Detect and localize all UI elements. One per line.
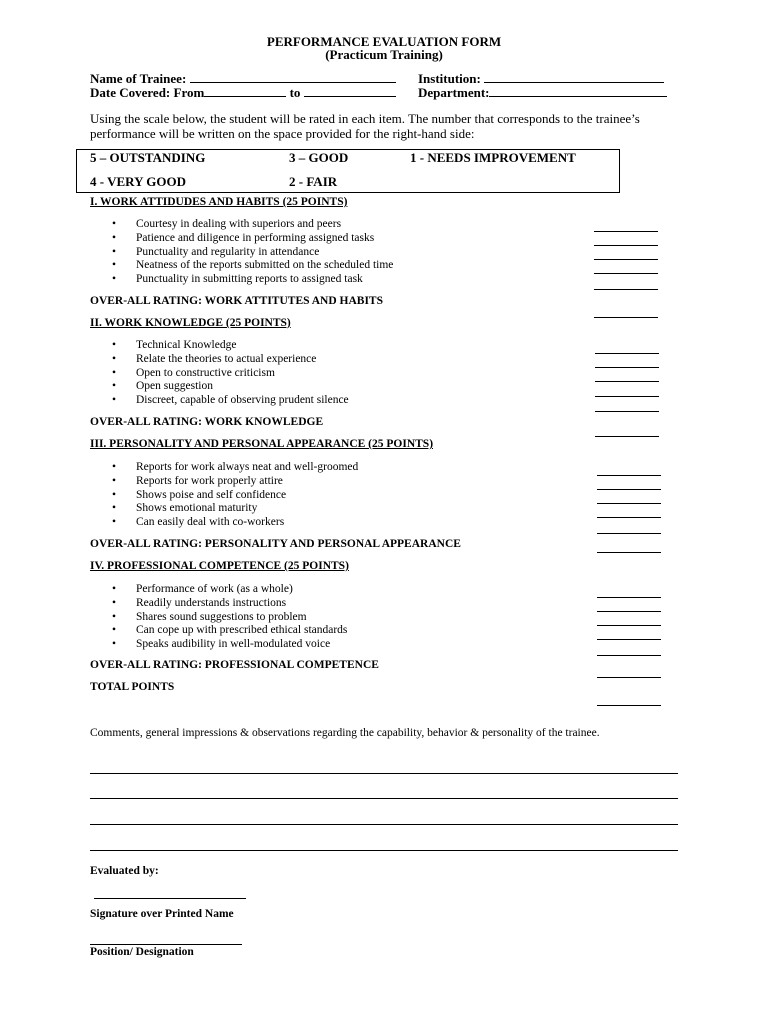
list-item: • Reports for work always neat and well-groomed bbox=[112, 461, 358, 475]
signature-line[interactable] bbox=[94, 898, 246, 899]
list-item: • Discreet, capable of observing prudent silence bbox=[112, 394, 349, 408]
section-items bbox=[112, 461, 358, 530]
date-covered-field bbox=[90, 85, 396, 101]
trainee-name-label: Name of Trainee: bbox=[90, 71, 187, 86]
department-label: Department: bbox=[418, 85, 490, 100]
section-heading: IV. PROFESSIONAL COMPETENCE (25 POINTS) bbox=[90, 560, 349, 572]
list-item: • Shows poise and self confidence bbox=[112, 489, 358, 503]
institution-label: Institution: bbox=[418, 71, 481, 86]
rating-blank[interactable] bbox=[595, 411, 659, 412]
section-heading: III. PERSONALITY AND PERSONAL APPEARANCE (25 POINTS) bbox=[90, 438, 434, 450]
list-item: • Readily understands instructions bbox=[112, 597, 347, 611]
overall-rating-label: OVER-ALL RATING: WORK ATTITUTES AND HABITS bbox=[90, 295, 383, 307]
section-items bbox=[112, 583, 347, 652]
total-points-label: TOTAL POINTS bbox=[90, 681, 175, 693]
rating-blank[interactable] bbox=[597, 503, 661, 504]
rating-blank[interactable] bbox=[597, 639, 661, 640]
rating-blank[interactable] bbox=[597, 517, 661, 518]
rating-blank[interactable] bbox=[597, 597, 661, 598]
signature-label: Signature over Printed Name bbox=[90, 908, 234, 920]
rating-blank[interactable] bbox=[594, 259, 658, 260]
list-item: • Can easily deal with co-workers bbox=[112, 516, 358, 530]
list-item: • Open to constructive criticism bbox=[112, 367, 349, 381]
rating-blank[interactable] bbox=[594, 231, 658, 232]
scale-good: 3 – GOOD bbox=[289, 150, 349, 165]
rating-blank[interactable] bbox=[597, 655, 661, 656]
list-item: • Open suggestion bbox=[112, 380, 349, 394]
overall-rating-label: OVER-ALL RATING: WORK KNOWLEDGE bbox=[90, 416, 324, 428]
comments-label: Comments, general impressions & observations regarding the capability, behavior & personality of the trainee. bbox=[90, 727, 600, 739]
list-item: • Shows emotional maturity bbox=[112, 502, 358, 516]
rating-blank[interactable] bbox=[597, 489, 661, 490]
rating-blank[interactable] bbox=[595, 381, 659, 382]
position-line[interactable] bbox=[90, 944, 242, 945]
comment-line[interactable] bbox=[90, 798, 678, 799]
overall-rating-blank[interactable] bbox=[597, 552, 661, 553]
rating-blank[interactable] bbox=[595, 396, 659, 397]
overall-rating-label: OVER-ALL RATING: PERSONALITY AND PERSONAL APPEARANCE bbox=[90, 538, 461, 550]
form-subtitle: (Practicum Training) bbox=[325, 47, 443, 62]
overall-rating-blank[interactable] bbox=[594, 317, 658, 318]
overall-rating-label: OVER-ALL RATING: PROFESSIONAL COMPETENCE bbox=[90, 659, 379, 671]
rating-blank[interactable] bbox=[597, 625, 661, 626]
section-heading: I. WORK ATTIDUDES AND HABITS (25 POINTS) bbox=[90, 196, 348, 208]
section-items bbox=[112, 218, 393, 287]
scale-needs-improvement: 1 - NEEDS IMPROVEMENT bbox=[410, 150, 576, 165]
list-item: • Punctuality in submitting reports to assigned task bbox=[112, 273, 393, 287]
list-item: • Speaks audibility in well-modulated voice bbox=[112, 638, 347, 652]
comment-line[interactable] bbox=[90, 824, 678, 825]
section-heading: II. WORK KNOWLEDGE (25 POINTS) bbox=[90, 317, 291, 329]
comment-line[interactable] bbox=[90, 773, 678, 774]
rating-blank[interactable] bbox=[594, 273, 658, 274]
list-item: • Patience and diligence in performing assigned tasks bbox=[112, 232, 393, 246]
list-item: • Technical Knowledge bbox=[112, 339, 349, 353]
overall-rating-blank[interactable] bbox=[597, 677, 661, 678]
date-to-label: to bbox=[289, 85, 301, 100]
list-item: • Courtesy in dealing with superiors and peers bbox=[112, 218, 393, 232]
list-item: • Can cope up with prescribed ethical standards bbox=[112, 624, 347, 638]
scale-very-good: 4 - VERY GOOD bbox=[90, 174, 186, 189]
rating-blank[interactable] bbox=[595, 367, 659, 368]
institution-blank[interactable] bbox=[484, 71, 664, 83]
department-blank[interactable] bbox=[489, 85, 667, 97]
rating-blank[interactable] bbox=[597, 611, 661, 612]
date-to-blank[interactable] bbox=[304, 85, 396, 97]
scale-fair: 2 - FAIR bbox=[289, 174, 338, 189]
list-item: • Reports for work properly attire bbox=[112, 475, 358, 489]
list-item: • Punctuality and regularity in attendance bbox=[112, 246, 393, 260]
date-from-label: Date Covered: From bbox=[90, 85, 205, 100]
department-field bbox=[418, 85, 667, 101]
date-from-blank[interactable] bbox=[204, 85, 286, 97]
form-title: PERFORMANCE EVALUATION FORM bbox=[266, 34, 502, 49]
list-item: • Shares sound suggestions to problem bbox=[112, 611, 347, 625]
overall-rating-blank[interactable] bbox=[595, 436, 659, 437]
trainee-name-blank[interactable] bbox=[190, 71, 396, 83]
instructions-text: Using the scale below, the student will be rated in each item. The number that corresponds to the trainee’s performance will be written on the space provided for the right-hand side: bbox=[90, 111, 640, 141]
section-items bbox=[112, 339, 349, 408]
rating-blank[interactable] bbox=[595, 353, 659, 354]
rating-blank[interactable] bbox=[594, 245, 658, 246]
evaluated-by-label: Evaluated by: bbox=[90, 865, 159, 877]
rating-blank[interactable] bbox=[597, 475, 661, 476]
rating-blank[interactable] bbox=[597, 533, 661, 534]
rating-blank[interactable] bbox=[594, 289, 658, 290]
comment-line[interactable] bbox=[90, 850, 678, 851]
list-item: • Performance of work (as a whole) bbox=[112, 583, 347, 597]
position-label: Position/ Designation bbox=[90, 946, 194, 958]
list-item: • Relate the theories to actual experience bbox=[112, 353, 349, 367]
total-points-blank[interactable] bbox=[597, 705, 661, 706]
scale-outstanding: 5 – OUTSTANDING bbox=[90, 150, 206, 165]
list-item: • Neatness of the reports submitted on the scheduled time bbox=[112, 259, 393, 273]
